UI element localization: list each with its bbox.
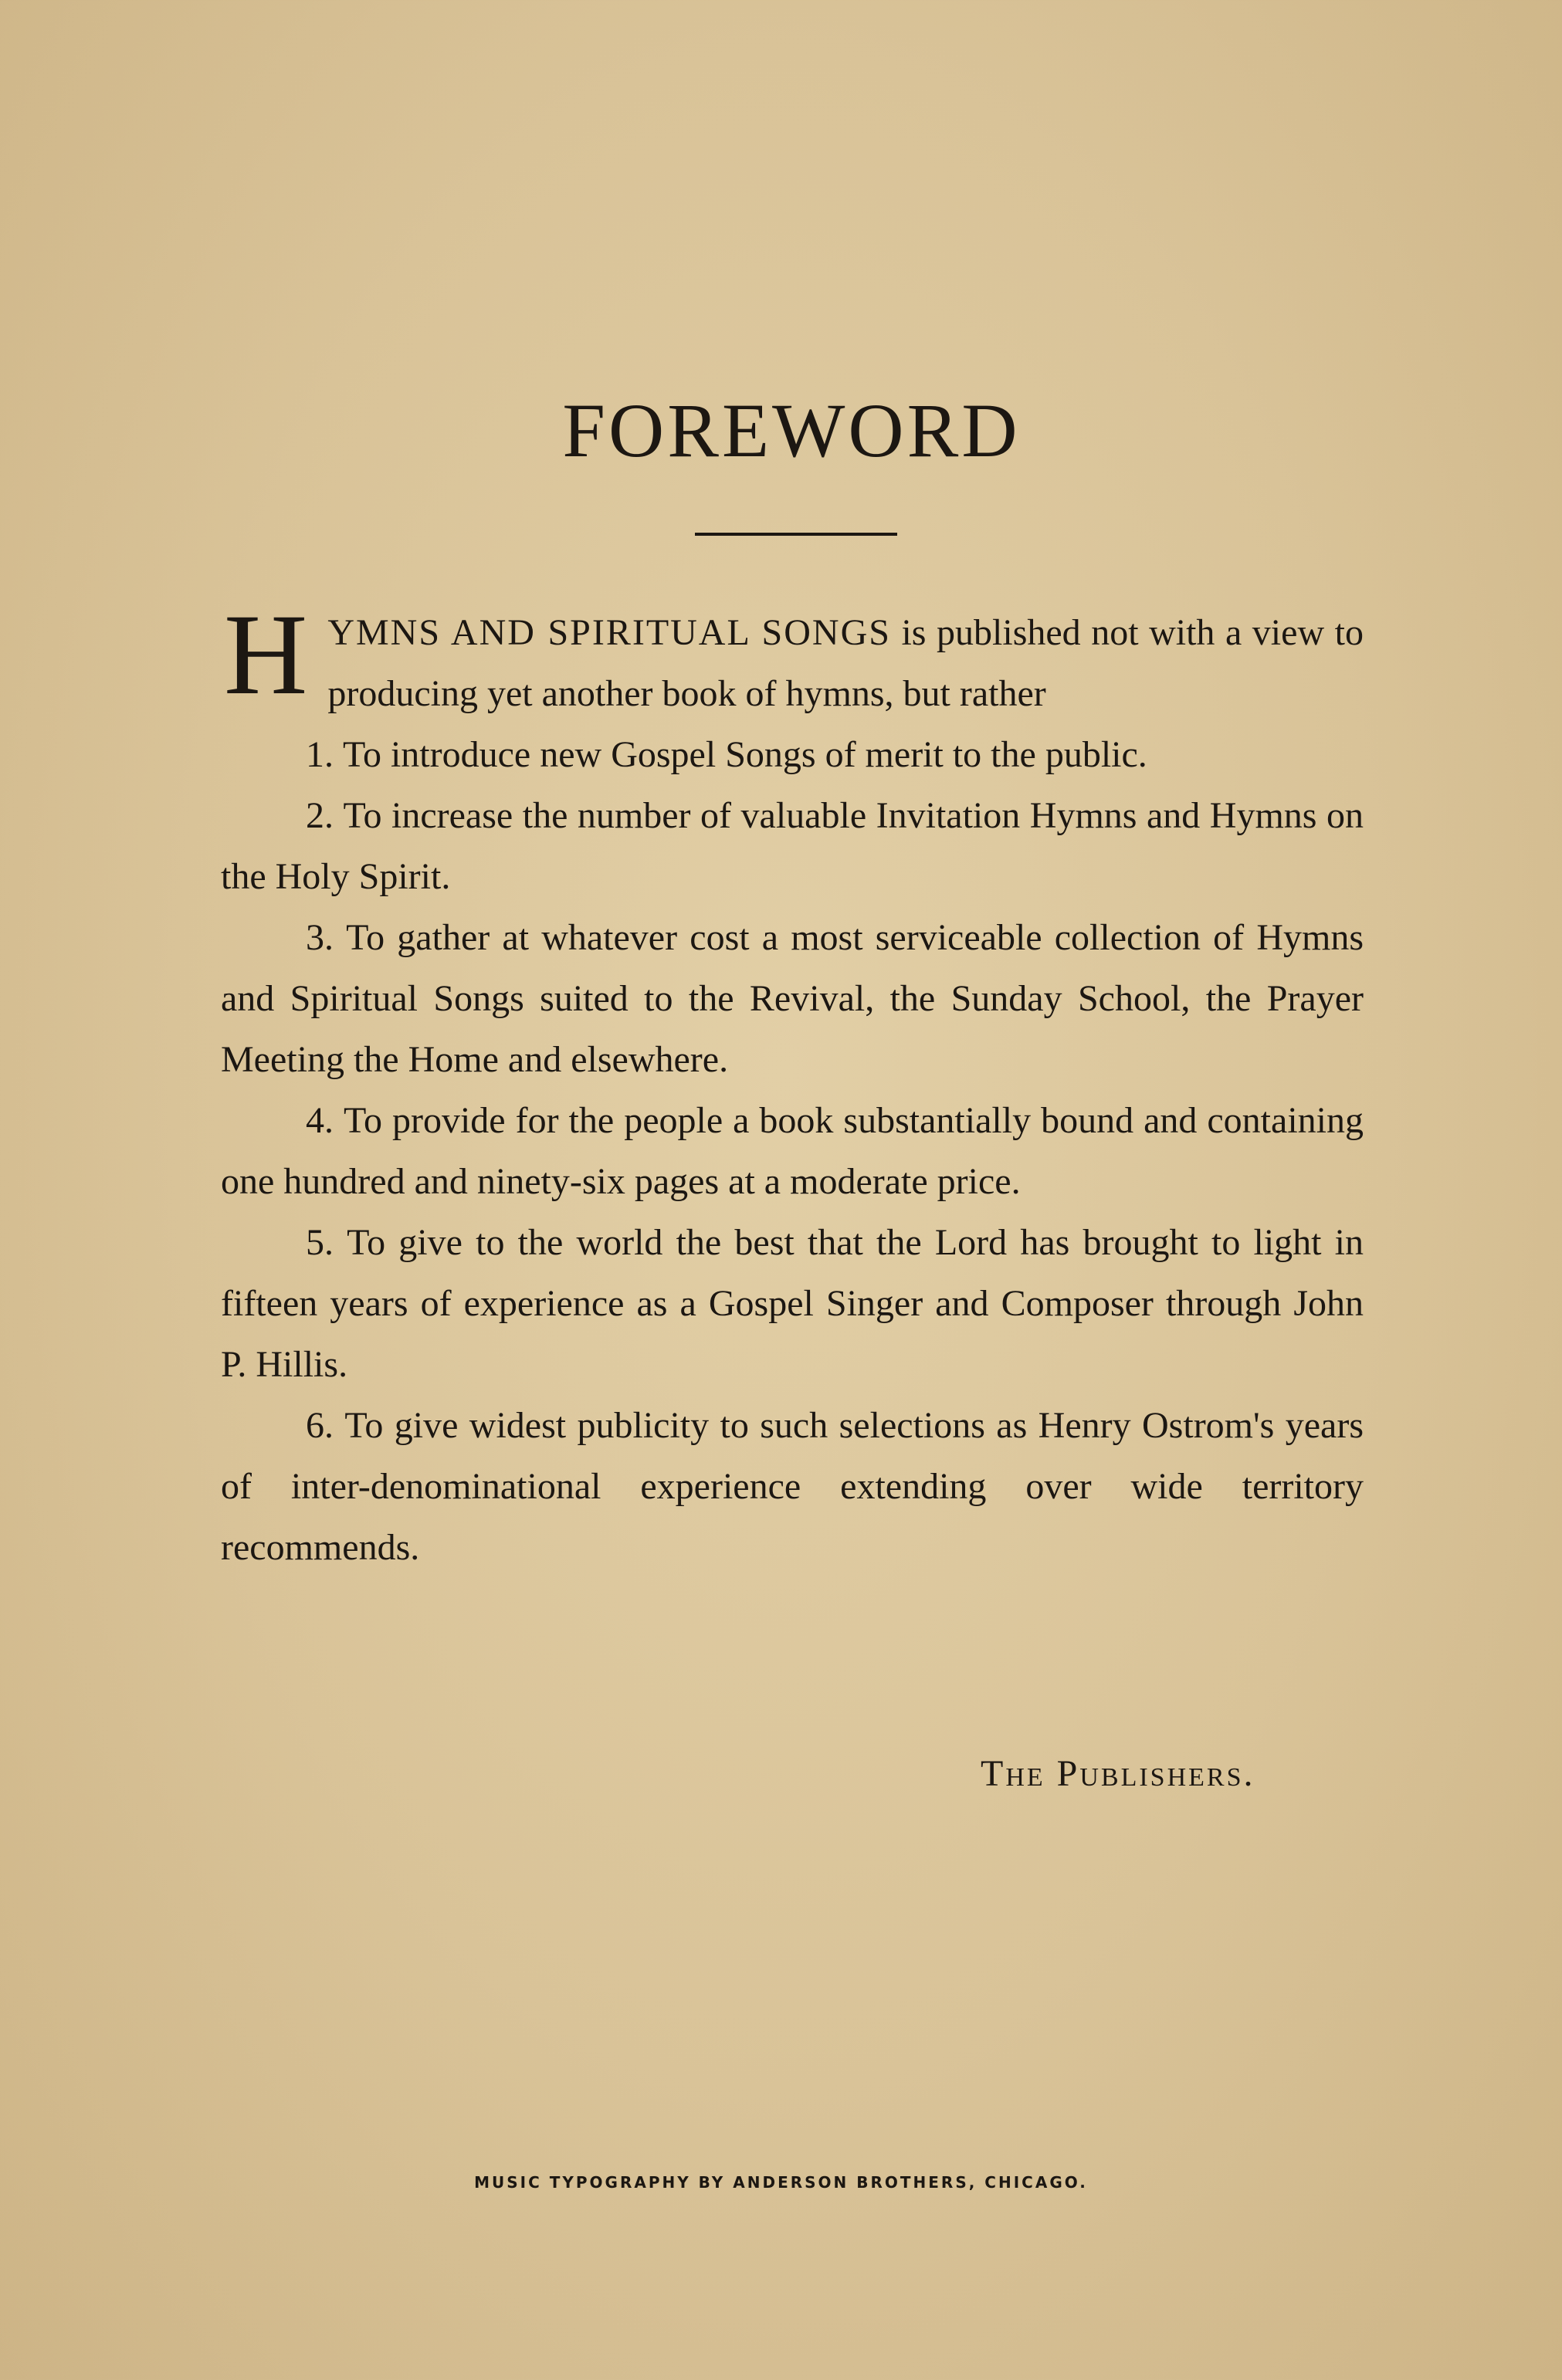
page-title: FOREWORD	[562, 388, 1021, 473]
intro-paragraph	[221, 591, 1364, 724]
list-item	[221, 724, 1364, 785]
item-number: 4.	[306, 1100, 334, 1141]
list-item	[221, 907, 1364, 1090]
item-text: To give widest publicity to such selections as Henry Ostrom's years of inter-denominational experience extending over wide territory recommends.	[221, 1405, 1364, 1568]
item-number: 5.	[306, 1222, 334, 1263]
item-number: 6.	[306, 1405, 334, 1446]
title-divider	[695, 533, 897, 536]
item-text: To give to the world the best that the Lord has brought to light in fifteen years of experience as a Gospel Singer and Composer through John P. Hillis.	[221, 1222, 1364, 1385]
list-item	[221, 1212, 1364, 1395]
list-item	[221, 1395, 1364, 1578]
item-text: To provide for the people a book substantially bound and containing one hundred and ninety-six pages at a moderate price.	[221, 1100, 1364, 1202]
item-number: 1.	[306, 734, 334, 775]
item-number: 3.	[306, 917, 334, 958]
list-item	[221, 785, 1364, 907]
item-text: To introduce new Gospel Songs of merit to the public.	[343, 734, 1147, 775]
foreword-body	[221, 591, 1364, 1578]
book-title: YMNS AND SPIRITUAL SONGS	[327, 612, 891, 653]
intro-text: is published not with a view to producing yet another book of hymns, but rather	[327, 612, 1364, 714]
list-item	[221, 1090, 1364, 1212]
drop-cap: H	[224, 591, 308, 719]
printer-credit: MUSIC TYPOGRAPHY BY ANDERSON BROTHERS, CHICAGO.	[474, 2173, 1088, 2192]
item-text: To gather at whatever cost a most serviceable collection of Hymns and Spiritual Songs suited to the Revival, the Sunday School, the Prayer Meeting the Home and elsewhere.	[221, 917, 1364, 1080]
item-number: 2.	[306, 795, 334, 836]
signature: The Publishers.	[981, 1753, 1255, 1794]
item-text: To increase the number of valuable Invitation Hymns and Hymns on the Holy Spirit.	[221, 795, 1364, 897]
